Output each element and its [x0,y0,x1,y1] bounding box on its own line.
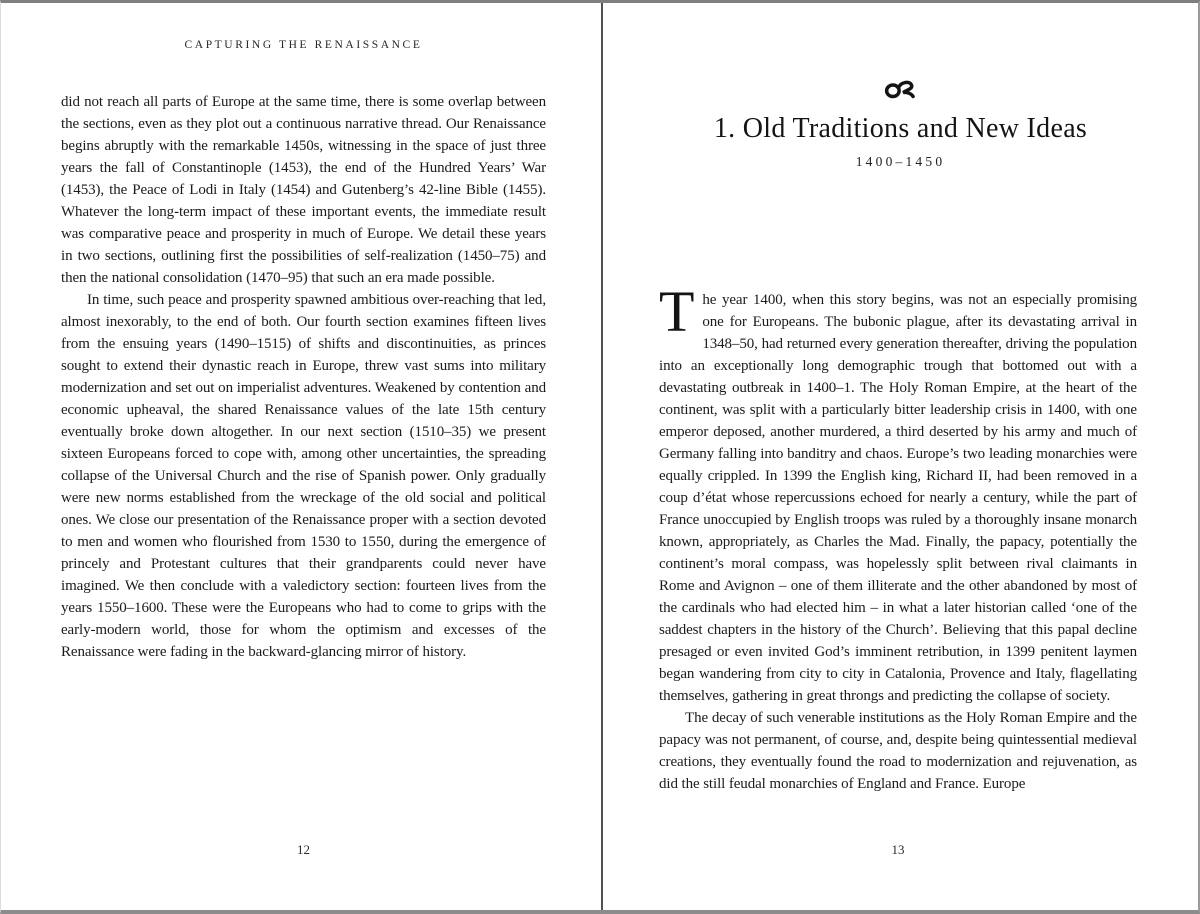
paragraph: In time, such peace and prosperity spawned ambitious over-reaching that led, almost inexorably, to the end of both. Our fourth section examines fifteen lives from the ensuing years (1490–1515) of shifts and discontinuities, as princes sought to extend their dynastic reach in Europe, threw vast sums into military modernization and set out on imperialist adventures. Weakened by contention and economic upheaval, the shared Renaissance values of the late 15th century eventually broke down altogether. In our next section (1510–35) we present sixteen Europeans forced to cope with, among other uncertainties, the spreading collapse of the Universal Church and the rise of Spanish power. Only gradually were new norms established from the wreckage of the old social and political ones. We close our presentation of the Renaissance proper with a section devoted to men and women who flourished from 1530 to 1550, during the emergence of princely and Protestant cultures that their grandparents could never have imagined. We then conclude with a valedictory section: fourteen lives from the years 1550–1600. These were the Europeans who had to come to grips with the early-modern world, those for whom the optimism and excesses of the Renaissance were fading in the backward-glancing mirror of history. [61,292,546,660]
chapter-title: 1. Old Traditions and New Ideas [713,113,1088,144]
cr-monogram-icon [883,79,918,101]
right-page-body [659,279,1137,795]
drop-cap: T [659,279,695,344]
left-page [1,3,601,910]
paragraph: The decay of such venerable institutions as the Holy Roman Empire and the papacy was not permanent, of course, and, despite being quintessential medieval creations, they eventually found the road to modernization and rejuvenation, as did the still feudal monarchies of England and France. Europe [659,710,1137,792]
chapter-dates: 1400–1450 [855,154,946,169]
right-page [603,3,1198,910]
page-number-left: 12 [297,842,310,857]
chapter-heading [603,79,1198,170]
running-header: CAPTURING THE RENAISSANCE [184,39,423,51]
paragraph [659,279,1137,707]
paragraph: did not reach all parts of Europe at the same time, there is some overlap between the sections, even as they plot out a continuous narrative thread. Our Renaissance begins abruptly with the remarkable 1450s, witnessing in the space of just three years the fall of Constantinople (1453), the end of the Hundred Years’ War (1453), the Peace of Lodi in Italy (1454) and Gutenberg’s 42-line Bible (1455). Whatever the long-term impact of these important events, the immediate result was comparative peace and prosperity in much of Europe. We detail these years in two sections, outlining first the possibilities of self-realization (1450–75) and then the national consolidation (1470–95) that such an era made possible. [61,94,546,286]
paragraph-text: he year 1400, when this story begins, was not an especially promising one for Europeans. The bubonic plague, after its devastating arrival in 1348–50, had returned every generation thereafter, driving the population into an exceptionally long demographic trough that bottomed out with a devastating outbreak in 1400–1. The Holy Roman Empire, at the heart of the continent, was split with a particularly bitter leadership crisis in 1400, with one emperor deposed, another murdered, a third deserted by his army and much of Germany falling into banditry and chaos. Europe’s two leading monarchies were equally crippled. In 1399 the English king, Richard II, had been removed in a coup d’état whose repercussions echoed for nearly a century, while the part of France unoccupied by English troops was ruled by a thoroughly insane monarch known, appropriately, as Charles the Mad. Finally, the papacy, potentially the continent’s moral compass, was hopelessly split between rival claimants in Rome and Avignon – one of them illiterate and the other abandoned by most of the cardinals who had elected him – in what a later historian called ‘one of the saddest chapters in the history of the Church’. Believing that this papal decline presaged or even invited God’s imminent retribution, in 1399 penitent laymen began wandering from city to city in Catalonia, Provence and Italy, flagellating themselves, gathering in great throngs and predicting the collapse of society. [659,292,1137,704]
left-page-body [61,91,546,663]
page-number-right: 13 [891,842,905,857]
